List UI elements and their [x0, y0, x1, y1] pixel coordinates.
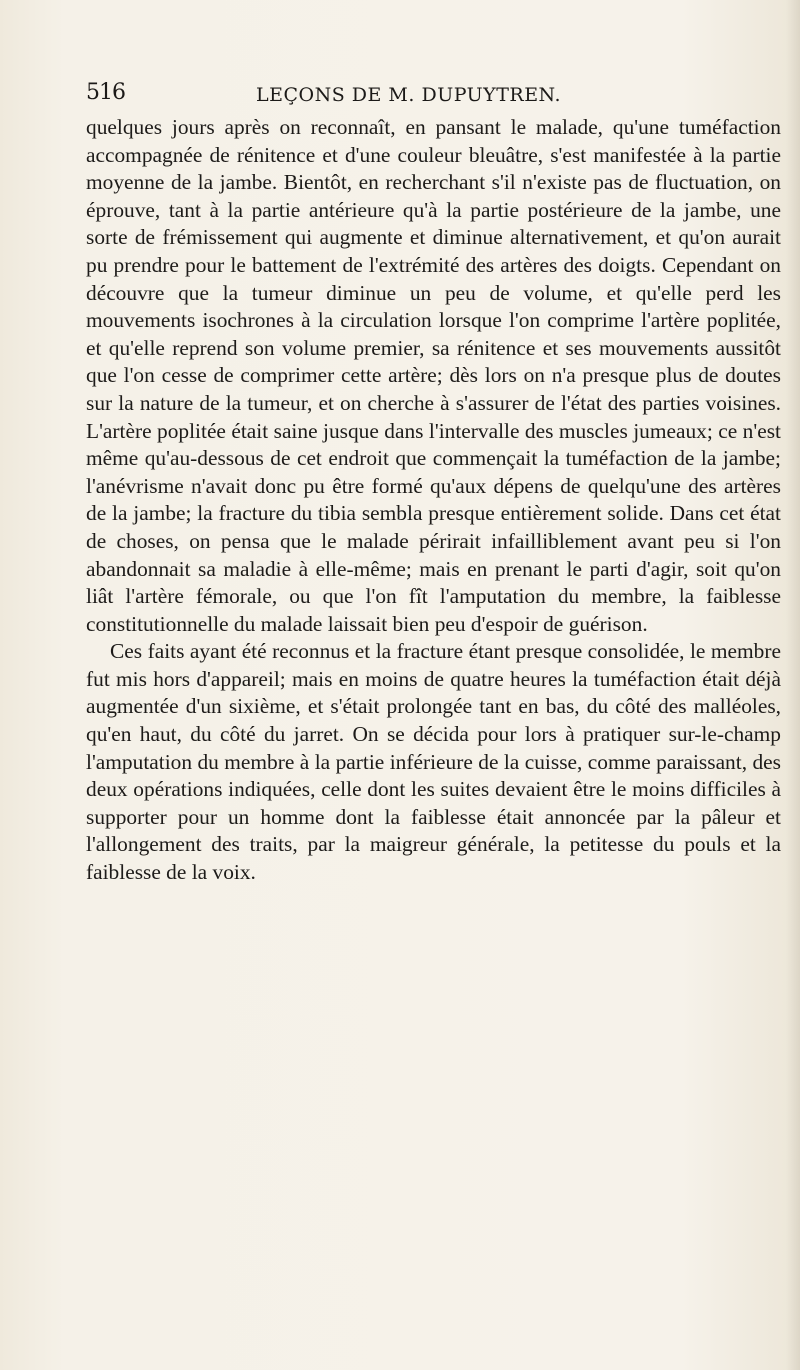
page-edge-shadow — [786, 0, 800, 1370]
paragraph-1: quelques jours après on reconnaît, en pansant le malade, qu'une tuméfaction accompagnée de rénitence et d'une couleur bleuâtre, s'est manifestée à la partie moyenne de la jambe. Bientôt, en recherchant s'il n'existe pas de fluctuation, on éprouve, tant à la partie antérieure qu'à la partie postérieure de la jambe, une sorte de frémissement qui augmente et diminue alternativement, et qu'on aurait pu prendre pour le battement de l'extrémité des artères des doigts. Cependant on découvre que la tumeur diminue un peu de volume, et qu'elle perd les mouvements isochrones à la circulation lorsque l'on comprime l'artère poplitée, et qu'elle reprend son volume premier, sa rénitence et ses mouvements aussitôt que l'on cesse de comprimer cette artère; dès lors on n'a presque plus de doutes sur la nature de la tumeur, et on cherche à s'assurer de l'état des parties voisines. L'artère poplitée était saine jusque dans l'intervalle des muscles jumeaux; ce n'est même qu'au-dessous de cet endroit que commençait la tuméfaction de la jambe; l'anévrisme n'avait donc pu être formé qu'aux dépens de quelqu'une des artères de la jambe; la fracture du tibia sembla presque entièrement solide. Dans cet état de choses, on pensa que le malade périrait infailliblement avant peu si l'on abandonnait sa maladie à elle-même; mais en prenant le parti d'agir, soit qu'on liât l'artère fémorale, ou que l'on fît l'amputation du membre, la faiblesse constitutionnelle du malade laissait bien peu d'espoir de guérison. — [86, 115, 781, 636]
paragraph-2: Ces faits ayant été reconnus et la fracture étant presque consolidée, le membre fut mis hors d'appareil; mais en moins de quatre heures la tuméfaction était déjà augmentée d'un sixième, et s'était prolongée tant en bas, du côté des malléoles, qu'en haut, du côté du jarret. On se décida pour lors à pratiquer sur-le-champ l'amputation du membre à la partie inférieure de la cuisse, comme paraissant, des deux opérations indiquées, celle dont les suites devaient être le moins difficiles à supporter pour un homme dont la faiblesse était annoncée par la pâleur et l'allongement des traits, par la maigreur générale, la petitesse du pouls et la faiblesse de la voix. — [86, 639, 781, 885]
body-text — [86, 114, 781, 887]
running-title: LEÇONS DE M. DUPUYTREN. — [256, 84, 562, 106]
page-number: 516 — [86, 80, 125, 105]
page-header — [86, 80, 786, 114]
